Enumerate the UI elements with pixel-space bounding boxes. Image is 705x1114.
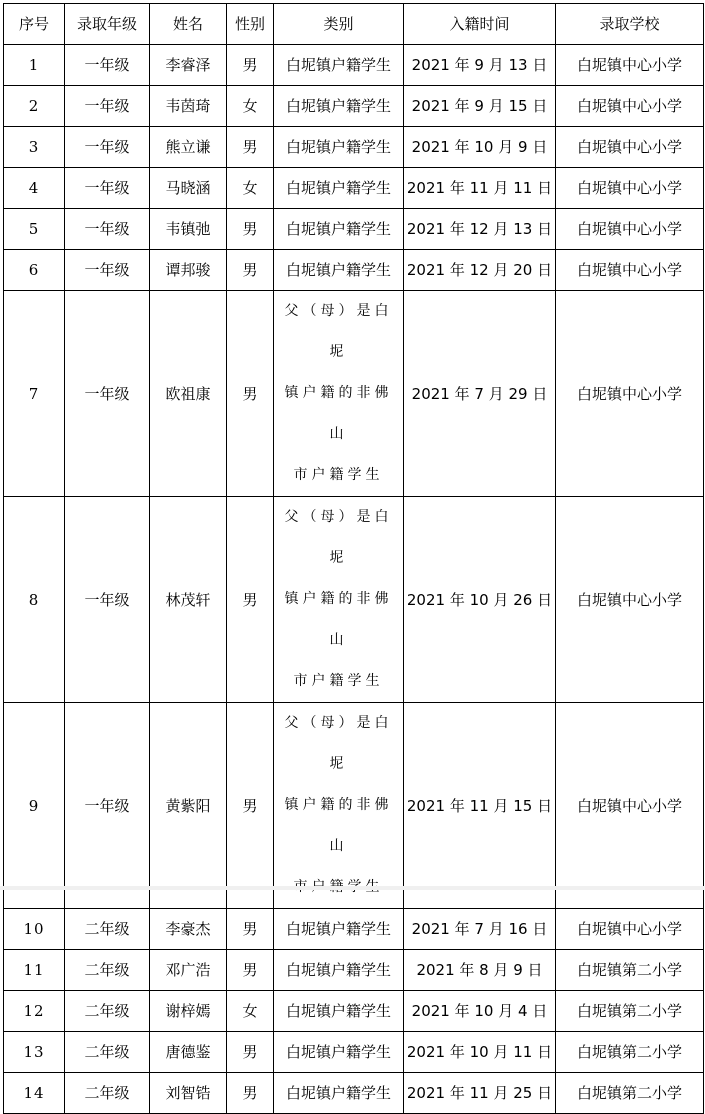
cell-serial-number: 2: [4, 86, 65, 127]
cell-grade: 二年级: [65, 991, 150, 1032]
cell-school: 白坭镇中心小学: [556, 168, 704, 209]
table-row: [4, 703, 704, 909]
cell-school: 白坭镇中心小学: [556, 291, 704, 497]
cell-grade: 二年级: [65, 909, 150, 950]
cell-serial-number: 7: [4, 291, 65, 497]
cell-category: 白坭镇户籍学生: [274, 168, 404, 209]
cell-school: 白坭镇中心小学: [556, 127, 704, 168]
cell-grade: 一年级: [65, 250, 150, 291]
cell-name: 韦镇弛: [150, 209, 227, 250]
cell-grade: 一年级: [65, 168, 150, 209]
table-row: [4, 1032, 704, 1073]
cell-grade: 一年级: [65, 45, 150, 86]
cell-name: 林茂轩: [150, 497, 227, 703]
category-line: 父（母）是白坭: [284, 303, 393, 360]
cell-category: 白坭镇户籍学生: [274, 86, 404, 127]
cell-grade: 一年级: [65, 209, 150, 250]
cell-name: 欧祖康: [150, 291, 227, 497]
cell-school: 白坭镇中心小学: [556, 497, 704, 703]
header-serial-number: 序号: [4, 4, 65, 45]
cell-name: 熊立谦: [150, 127, 227, 168]
table-row: [4, 45, 704, 86]
cell-grade: 一年级: [65, 497, 150, 703]
cell-date: 2021 年 11 月 25 日: [404, 1073, 556, 1114]
cell-serial-number: 6: [4, 250, 65, 291]
cell-gender: 男: [227, 1073, 274, 1114]
cell-serial-number: 8: [4, 497, 65, 703]
cell-gender: 女: [227, 86, 274, 127]
header-gender: 性别: [227, 4, 274, 45]
cell-name: 李豪杰: [150, 909, 227, 950]
cell-date: 2021 年 7 月 16 日: [404, 909, 556, 950]
cell-date: 2021 年 8 月 9 日: [404, 950, 556, 991]
header-category: 类别: [274, 4, 404, 45]
cell-serial-number: 3: [4, 127, 65, 168]
cell-date: 2021 年 10 月 9 日: [404, 127, 556, 168]
cell-date: 2021 年 10 月 4 日: [404, 991, 556, 1032]
cell-gender: 男: [227, 291, 274, 497]
cell-gender: 男: [227, 909, 274, 950]
cell-category: 白坭镇户籍学生: [274, 127, 404, 168]
cell-school: 白坭镇第二小学: [556, 1032, 704, 1073]
table-row: [4, 86, 704, 127]
cell-gender: 男: [227, 250, 274, 291]
header-admission-school: 录取学校: [556, 4, 704, 45]
cell-school: 白坭镇第二小学: [556, 950, 704, 991]
category-line: 市户籍学生: [293, 673, 384, 689]
cell-school: 白坭镇中心小学: [556, 909, 704, 950]
table-row: [4, 127, 704, 168]
cell-name: 黄紫阳: [150, 703, 227, 909]
cell-school: 白坭镇第二小学: [556, 991, 704, 1032]
cell-gender: 男: [227, 1032, 274, 1073]
table-row: [4, 1073, 704, 1114]
cell-category: 白坭镇户籍学生: [274, 1032, 404, 1073]
cell-category: [274, 291, 404, 497]
cell-grade: 二年级: [65, 950, 150, 991]
cell-category: 白坭镇户籍学生: [274, 950, 404, 991]
table-row: [4, 497, 704, 703]
cell-grade: 一年级: [65, 291, 150, 497]
category-line: 镇户籍的非佛山: [284, 591, 393, 648]
cell-category: 白坭镇户籍学生: [274, 909, 404, 950]
header-row: [4, 4, 704, 45]
cell-school: 白坭镇第二小学: [556, 1073, 704, 1114]
category-line: 父（母）是白坭: [284, 715, 393, 772]
cell-gender: 女: [227, 991, 274, 1032]
header-registration-date: 入籍时间: [404, 4, 556, 45]
header-admission-grade: 录取年级: [65, 4, 150, 45]
cell-category: 白坭镇户籍学生: [274, 45, 404, 86]
cell-name: 邓广浩: [150, 950, 227, 991]
table-row: [4, 909, 704, 950]
cell-date: 2021 年 11 月 11 日: [404, 168, 556, 209]
cell-serial-number: 1: [4, 45, 65, 86]
cell-serial-number: 11: [4, 950, 65, 991]
cell-date: 2021 年 9 月 15 日: [404, 86, 556, 127]
cell-gender: 女: [227, 168, 274, 209]
table-row: [4, 209, 704, 250]
cell-name: 韦茵琦: [150, 86, 227, 127]
cell-serial-number: 9: [4, 703, 65, 909]
cell-date: 2021 年 10 月 26 日: [404, 497, 556, 703]
page-bottom-edge: [0, 886, 705, 890]
cell-category: 白坭镇户籍学生: [274, 250, 404, 291]
category-line: 市户籍学生: [293, 467, 384, 483]
table-header: [4, 4, 704, 45]
cell-grade: 二年级: [65, 1073, 150, 1114]
cell-grade: 一年级: [65, 703, 150, 909]
cell-serial-number: 10: [4, 909, 65, 950]
cell-date: 2021 年 12 月 20 日: [404, 250, 556, 291]
cell-school: 白坭镇中心小学: [556, 250, 704, 291]
cell-category: 白坭镇户籍学生: [274, 1073, 404, 1114]
category-line: 父（母）是白坭: [284, 509, 393, 566]
cell-serial-number: 5: [4, 209, 65, 250]
cell-serial-number: 14: [4, 1073, 65, 1114]
cell-name: 马晓涵: [150, 168, 227, 209]
cell-gender: 男: [227, 950, 274, 991]
table-row: [4, 168, 704, 209]
cell-category: 白坭镇户籍学生: [274, 209, 404, 250]
header-name: 姓名: [150, 4, 227, 45]
cell-date: 2021 年 7 月 29 日: [404, 291, 556, 497]
cell-name: 谢梓嫣: [150, 991, 227, 1032]
cell-serial-number: 12: [4, 991, 65, 1032]
cell-date: 2021 年 12 月 13 日: [404, 209, 556, 250]
cell-category: 白坭镇户籍学生: [274, 991, 404, 1032]
table-row: [4, 250, 704, 291]
cell-category: [274, 497, 404, 703]
cell-school: 白坭镇中心小学: [556, 209, 704, 250]
cell-name: 唐德鉴: [150, 1032, 227, 1073]
cell-gender: 男: [227, 127, 274, 168]
cell-name: 刘智锆: [150, 1073, 227, 1114]
table-row: [4, 950, 704, 991]
table-row: [4, 291, 704, 497]
cell-school: 白坭镇中心小学: [556, 45, 704, 86]
cell-name: 李睿泽: [150, 45, 227, 86]
cell-category: [274, 703, 404, 909]
cell-serial-number: 13: [4, 1032, 65, 1073]
cell-school: 白坭镇中心小学: [556, 703, 704, 909]
cell-gender: 男: [227, 209, 274, 250]
admission-table: [3, 3, 704, 1114]
cell-grade: 二年级: [65, 1032, 150, 1073]
cell-date: 2021 年 9 月 13 日: [404, 45, 556, 86]
category-line: 镇户籍的非佛山: [284, 385, 393, 442]
cell-gender: 男: [227, 45, 274, 86]
cell-grade: 一年级: [65, 86, 150, 127]
cell-serial-number: 4: [4, 168, 65, 209]
cell-grade: 一年级: [65, 127, 150, 168]
cell-gender: 男: [227, 703, 274, 909]
table-row: [4, 991, 704, 1032]
cell-date: 2021 年 11 月 15 日: [404, 703, 556, 909]
category-line: 镇户籍的非佛山: [284, 797, 393, 854]
cell-school: 白坭镇中心小学: [556, 86, 704, 127]
cell-gender: 男: [227, 497, 274, 703]
cell-date: 2021 年 10 月 11 日: [404, 1032, 556, 1073]
cell-name: 谭邦骏: [150, 250, 227, 291]
table-body: [4, 45, 704, 1114]
